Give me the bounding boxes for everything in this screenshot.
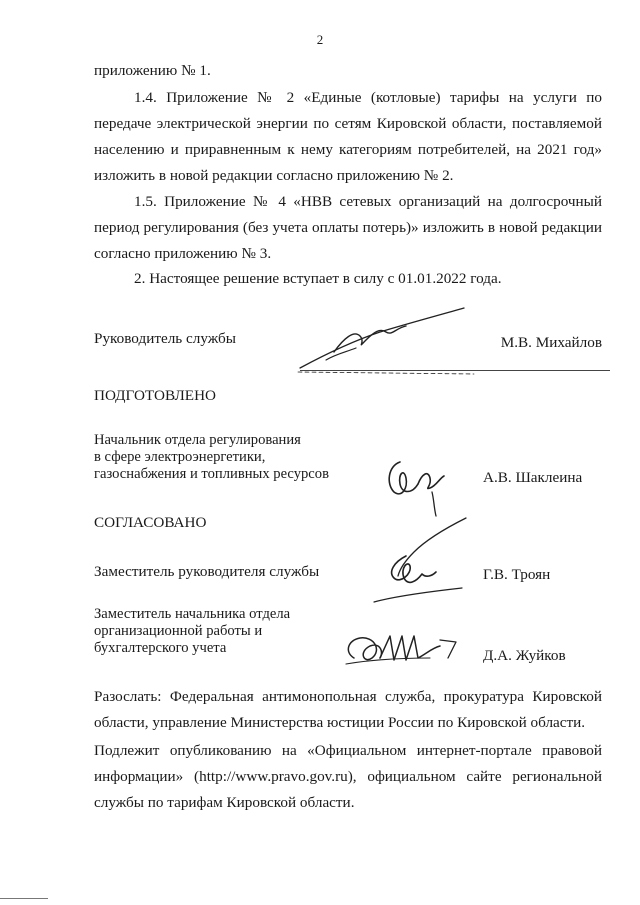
- agreed-position-1: Заместитель руководителя службы: [94, 563, 320, 580]
- agreed-name-2: Д.А. Жуйков: [483, 647, 566, 664]
- agreed-position-2-line-3: бухгалтерского учета: [94, 640, 227, 656]
- agreed-position-2-line-1: Заместитель начальника отдела: [94, 606, 291, 622]
- prepared-position-line-3: газоснабжения и топливных ресурсов: [94, 466, 329, 482]
- publication-text: Подлежит опубликованию на «Официальном интернет-портале правовой информации» (http://www.pravo.gov.ru), официальном сайте региональной службы по тарифам Кировской области.: [94, 742, 602, 811]
- prepared-signature: [378, 448, 468, 518]
- agreed-signature-2: [340, 628, 464, 672]
- prepared-heading: ПОДГОТОВЛЕНО: [94, 387, 217, 404]
- agreed-name-1: Г.В. Троян: [483, 566, 551, 583]
- head-title: Руководитель службы: [94, 330, 236, 347]
- head-name: М.В. Михайлов: [500, 334, 602, 351]
- item-1-4: 1.4. Приложение № 2 «Единые (котловые) тарифы на услуги по передаче электрической энергии по сетям Кировской области, поставляемой населению и приравненным к нему категориям потребителей, на 2021 год» изложить в новой редакции согласно приложению № 2.: [94, 89, 602, 184]
- agreed-heading: СОГЛАСОВАНО: [94, 514, 207, 531]
- head-signature: [296, 302, 476, 374]
- item-1-5: 1.5. Приложение № 4 «НВВ сетевых организаций на долгосрочный период регулирования (без учета оплаты потерь)» изложить в новой редакции согласно приложению № 3.: [94, 193, 602, 262]
- footer-mark: [0, 898, 48, 899]
- continuation-text: приложению № 1.: [94, 62, 211, 79]
- agreed-signature-1: [366, 516, 476, 608]
- prepared-name: А.В. Шаклеина: [483, 469, 583, 486]
- item-2: 2. Настоящее решение вступает в силу с 01.01.2022 года.: [134, 270, 502, 287]
- distribution-text: Разослать: Федеральная антимонопольная служба, прокуратура Кировской области, управление Министерства юстиции России по Кировской области.: [94, 688, 602, 731]
- head-divider: [300, 370, 610, 371]
- page-number: 2: [316, 32, 324, 47]
- prepared-position-line-2: в сфере электроэнергетики,: [94, 449, 266, 465]
- agreed-position-2-line-2: организационной работы и: [94, 623, 263, 639]
- prepared-position-line-1: Начальник отдела регулирования: [94, 432, 301, 448]
